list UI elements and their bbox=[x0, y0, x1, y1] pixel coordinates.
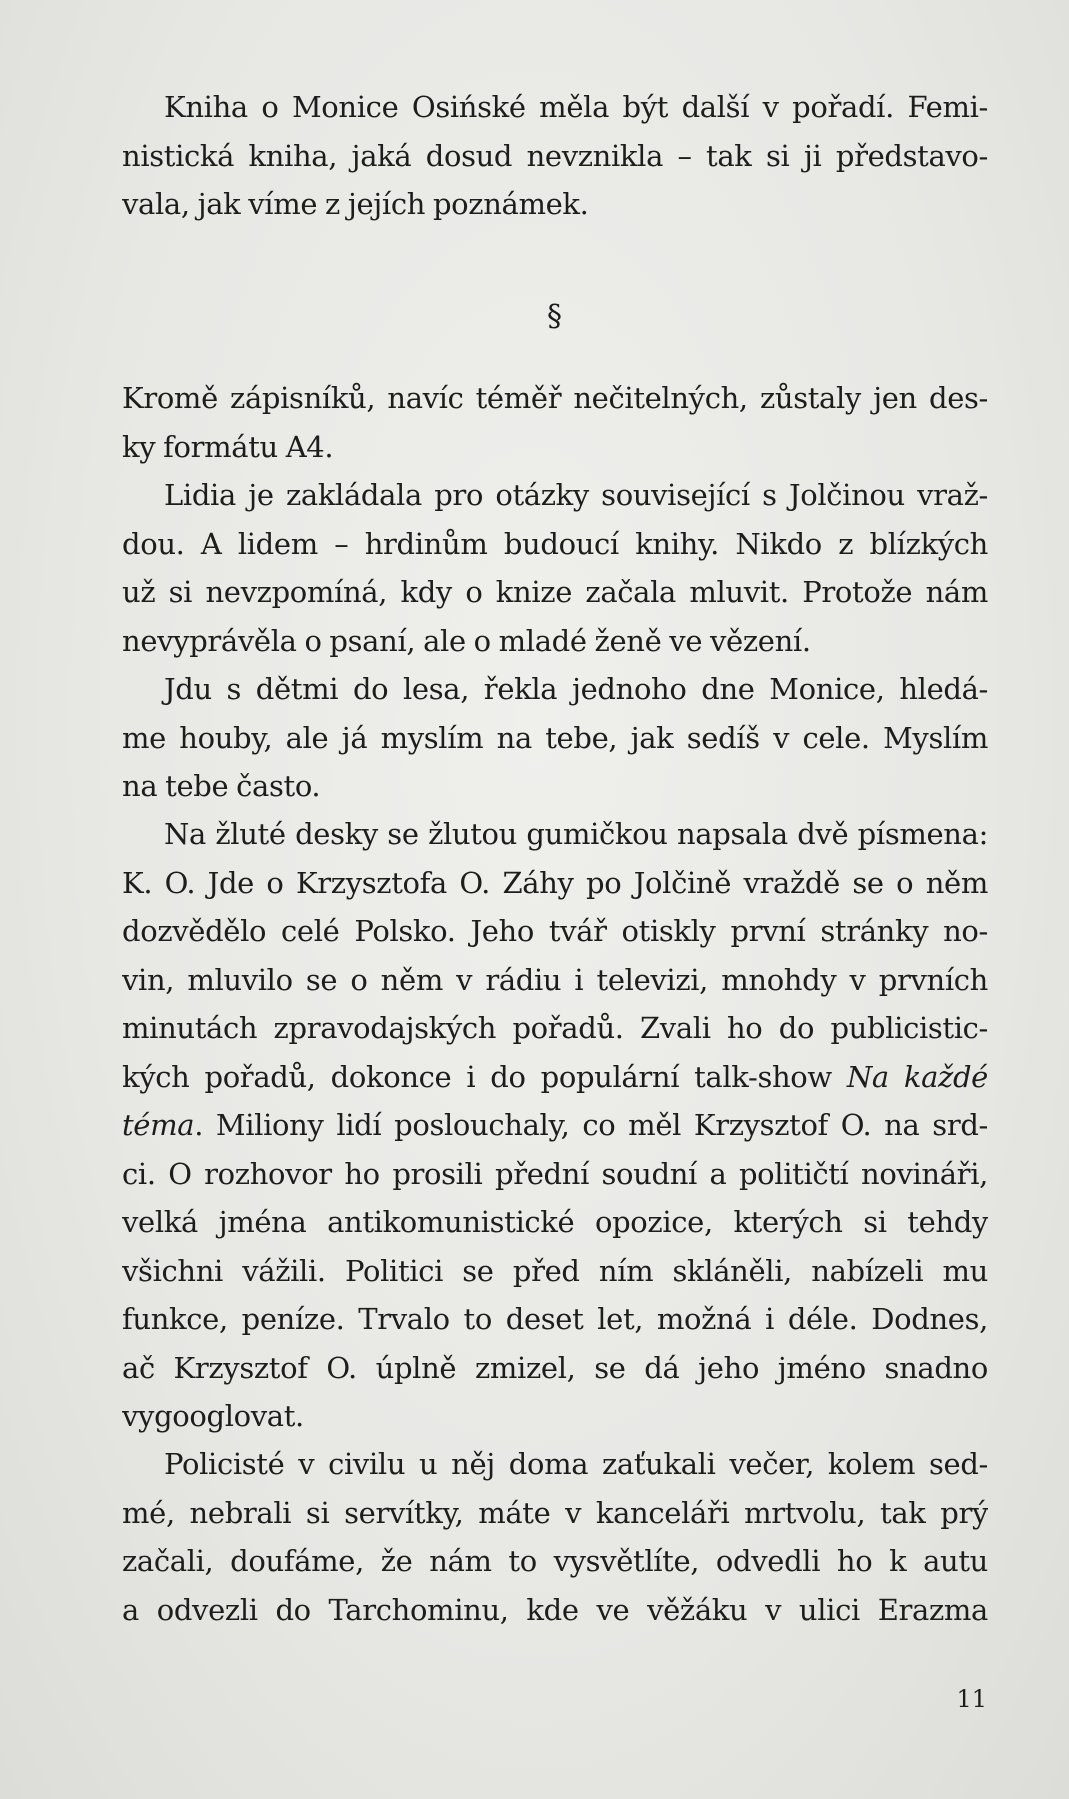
text-line: Jdu s dětmi do lesa, řekla jednoho dne Monice, hledá- bbox=[164, 672, 988, 706]
text-line: me houby, ale já myslím na tebe, jak sedíš v cele. Myslím bbox=[122, 720, 988, 755]
text-line: a odvezli do Tarchominu, kde ve věžáku v ulici Erazma bbox=[122, 1592, 988, 1627]
section-break-mark: § bbox=[547, 299, 562, 334]
text-line: na tebe často. bbox=[122, 769, 321, 803]
text-line: nevyprávěla o psaní, ale o mladé ženě ve vězení. bbox=[122, 623, 811, 658]
text-line: ci. O rozhovor ho prosili přední soudní a političtí novináři, bbox=[122, 1156, 988, 1191]
text-line: mé, nebrali si servítky, máte v kanceláři mrtvolu, tak prý bbox=[122, 1495, 988, 1530]
text-line: všichni vážili. Politici se před ním skláněli, nabízeli mu bbox=[122, 1253, 988, 1288]
text-line bbox=[122, 1101, 988, 1150]
text-line: nistická kniha, jaká dosud nevznikla – tak si ji představo- bbox=[122, 138, 988, 173]
text-line: vala, jak víme z jejích poznámek. bbox=[122, 187, 589, 221]
page-number: 11 bbox=[956, 1685, 987, 1713]
paragraph-3 bbox=[122, 471, 988, 665]
text-run: . Miliony lidí poslouchaly, co měl Krzysztof O. na srd- bbox=[194, 1108, 988, 1142]
text-line: Na žluté desky se žlutou gumičkou napsala dvě písmena: bbox=[164, 817, 988, 851]
text-line: Kromě zápisníků, navíc téměř nečitelných, zůstaly jen des- bbox=[122, 381, 988, 415]
text-line: už si nevzpomíná, kdy o knize začala mluvit. Protože nám bbox=[122, 575, 988, 609]
text-run: kých pořadů, dokonce i do populární talk-show bbox=[122, 1059, 847, 1094]
text-line: K. O. Jde o Krzysztofa O. Záhy po Jolčině vraždě se o něm bbox=[122, 865, 988, 900]
text-line: ač Krzysztof O. úplně zmizel, se dá jeho jméno snadno bbox=[122, 1350, 988, 1385]
text-line: Lidia je zakládala pro otázky související s Jolčinou vraž- bbox=[164, 478, 988, 512]
text-line: dou. A lidem – hrdinům budoucí knihy. Nikdo z blízkých bbox=[122, 526, 988, 561]
text-line: vygooglovat. bbox=[122, 1399, 304, 1433]
text-line: vin, mluvilo se o něm v rádiu i televizi, mnohdy v prvních bbox=[122, 962, 988, 997]
text-line: velká jména antikomunistické opozice, kterých si tehdy bbox=[122, 1205, 988, 1239]
paragraph-6 bbox=[122, 1440, 988, 1634]
paragraph-2 bbox=[122, 374, 988, 471]
text-line: Kniha o Monice Osińské měla být další v pořadí. Femi- bbox=[164, 90, 988, 124]
text-line: začali, doufáme, že nám to vysvětlíte, odvedli ho k autu bbox=[122, 1544, 988, 1578]
paragraph-5 bbox=[122, 810, 988, 1441]
text-line: funkce, peníze. Trvalo to deset let, možná i déle. Dodnes, bbox=[122, 1302, 988, 1336]
text-line: dozvědělo celé Polsko. Jeho tvář otiskly první stránky no- bbox=[122, 914, 988, 948]
text-line bbox=[122, 1053, 988, 1102]
paragraph-1 bbox=[122, 83, 988, 229]
text-line: minutách zpravodajských pořadů. Zvali ho do publicistic- bbox=[122, 1011, 988, 1045]
italic-title: Na každé bbox=[846, 1059, 988, 1094]
italic-title: téma bbox=[122, 1108, 195, 1142]
text-line: Policisté v civilu u něj doma zaťukali večer, kolem sed- bbox=[164, 1447, 988, 1481]
paragraph-4 bbox=[122, 665, 988, 811]
text-line: ky formátu A4. bbox=[122, 429, 334, 464]
